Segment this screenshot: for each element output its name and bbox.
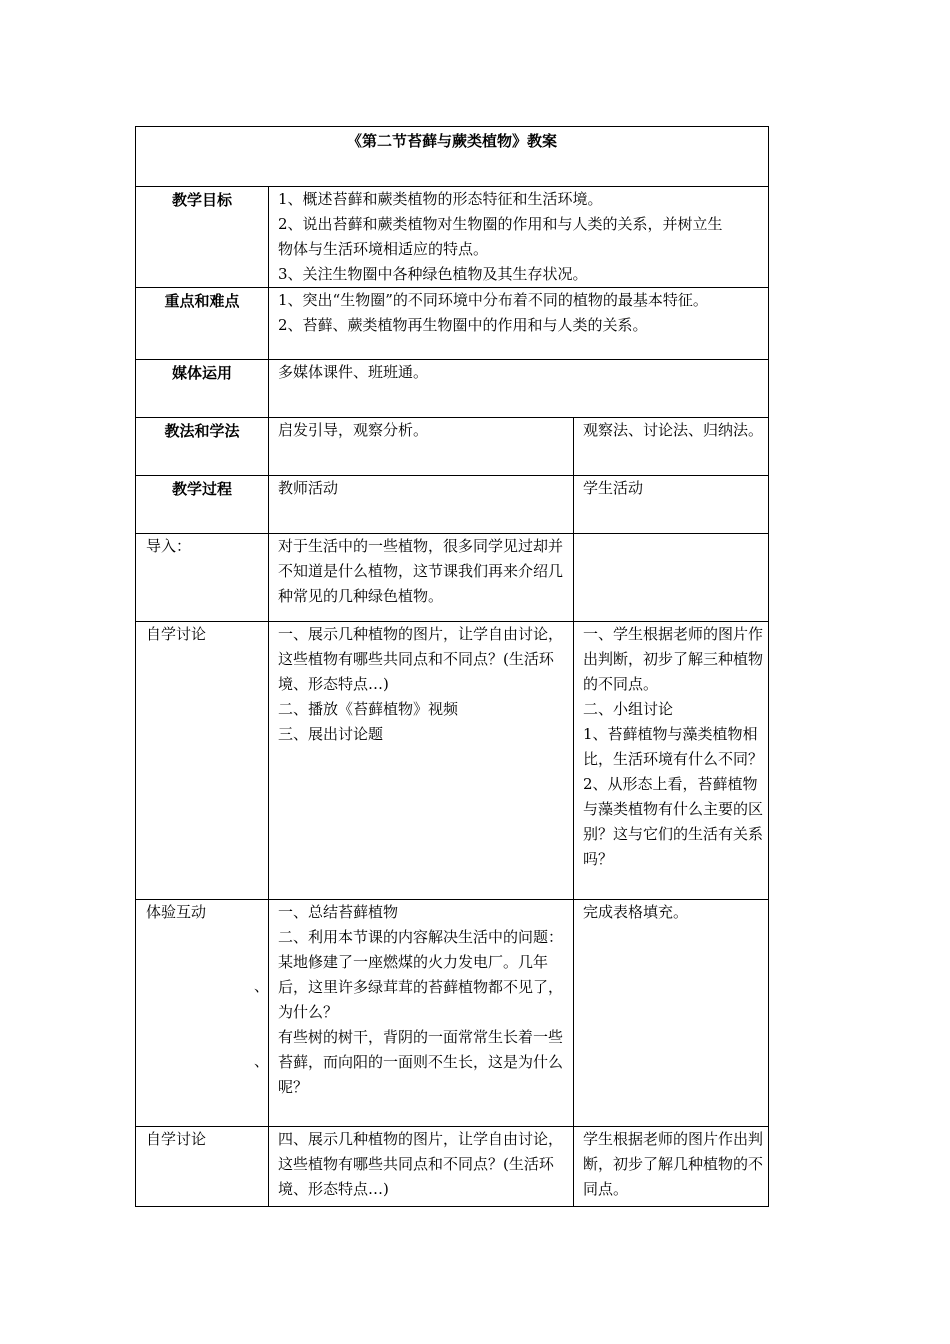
process-label: 教学过程 xyxy=(136,476,269,534)
student-step: 2、从形态上看，苔藓植物与藻类植物有什么主要的区别？这与它们的生活有关系吗？ xyxy=(583,775,764,868)
teacher-step: 一、展示几种植物的图片，让学自由讨论，这些植物有哪些共同点和不同点？(生活环境、形态特点…) xyxy=(278,625,564,693)
self-study-teacher xyxy=(269,622,574,900)
goals-content xyxy=(269,187,769,288)
teacher-step: 某地修建了一座燃煤的火力发电厂。几年后，这里许多绿茸茸的苔藓植物都不见了，为什么？ xyxy=(278,953,564,1021)
goal-line: 物体与生活环境相适应的特点。 xyxy=(278,240,489,258)
student-step: 1、苔藓植物与藻类植物相比，生活环境有什么不同？ xyxy=(583,725,764,768)
document-title: 《第二节苔藓与蕨类植物》教案 xyxy=(136,127,769,187)
list-mark: 、 xyxy=(254,977,270,995)
teacher-step: 二、利用本节课的内容解决生活中的问题： xyxy=(278,928,564,946)
media-label: 媒体运用 xyxy=(136,360,269,418)
key-point-line: 1、突出“生物圈”的不同环境中分布着不同的植物的最基本特征。 xyxy=(278,291,708,309)
intro-label: 导入： xyxy=(136,534,269,622)
teacher-step: 有些树的树干，背阴的一面常常生长着一些苔藓，而向阳的一面则不生长，这是为什么呢？ xyxy=(278,1028,564,1096)
student-step: 一、学生根据老师的图片作出判断，初步了解三种植物的不同点。 xyxy=(583,625,764,693)
teacher-step: 三、展出讨论题 xyxy=(278,725,384,743)
goal-line: 2、说出苔藓和蕨类植物对生物圈的作用和与人类的关系，并树立生 xyxy=(278,215,723,233)
teacher-step: 一、总结苔藓植物 xyxy=(278,903,399,921)
experience-student: 完成表格填充。 xyxy=(574,900,769,1127)
experience-label-cell xyxy=(136,900,269,1127)
media-content: 多媒体课件、班班通。 xyxy=(269,360,769,418)
experience-teacher xyxy=(269,900,574,1127)
intro-student xyxy=(574,534,769,622)
learning-method: 观察法、讨论法、归纳法。 xyxy=(574,418,769,476)
goal-line: 3、关注生物圈中各种绿色植物及其生存状况。 xyxy=(278,265,588,283)
teaching-method: 启发引导，观察分析。 xyxy=(269,418,574,476)
methods-label: 教法和学法 xyxy=(136,418,269,476)
self-study-student xyxy=(574,622,769,900)
teacher-step: 二、播放《苔藓植物》视频 xyxy=(278,700,459,718)
self-study-2-label: 自学讨论 xyxy=(136,1127,269,1207)
self-study-label: 自学讨论 xyxy=(136,622,269,900)
self-study-2-student: 学生根据老师的图片作出判断，初步了解几种植物的不同点。 xyxy=(574,1127,769,1207)
intro-teacher: 对于生活中的一些植物，很多同学见过却并不知道是什么植物，这节课我们再来介绍几种常见的几种绿色植物。 xyxy=(269,534,574,622)
student-step: 二、小组讨论 xyxy=(583,700,674,718)
key-point-line: 2、苔藓、蕨类植物再生物圈中的作用和与人类的关系。 xyxy=(278,316,648,334)
teacher-activity-header: 教师活动 xyxy=(269,476,574,534)
goals-label: 教学目标 xyxy=(136,187,269,288)
lesson-plan-table xyxy=(135,126,769,1207)
student-activity-header: 学生活动 xyxy=(574,476,769,534)
list-mark: 、 xyxy=(254,1052,270,1070)
key-points-label: 重点和难点 xyxy=(136,288,269,360)
self-study-2-teacher: 四、展示几种植物的图片，让学自由讨论，这些植物有哪些共同点和不同点？(生活环境、形态特点…) xyxy=(269,1127,574,1207)
key-points-content xyxy=(269,288,769,360)
goal-line: 1、概述苔藓和蕨类植物的形态特征和生活环境。 xyxy=(278,190,603,208)
experience-label: 体验互动 xyxy=(146,903,207,921)
